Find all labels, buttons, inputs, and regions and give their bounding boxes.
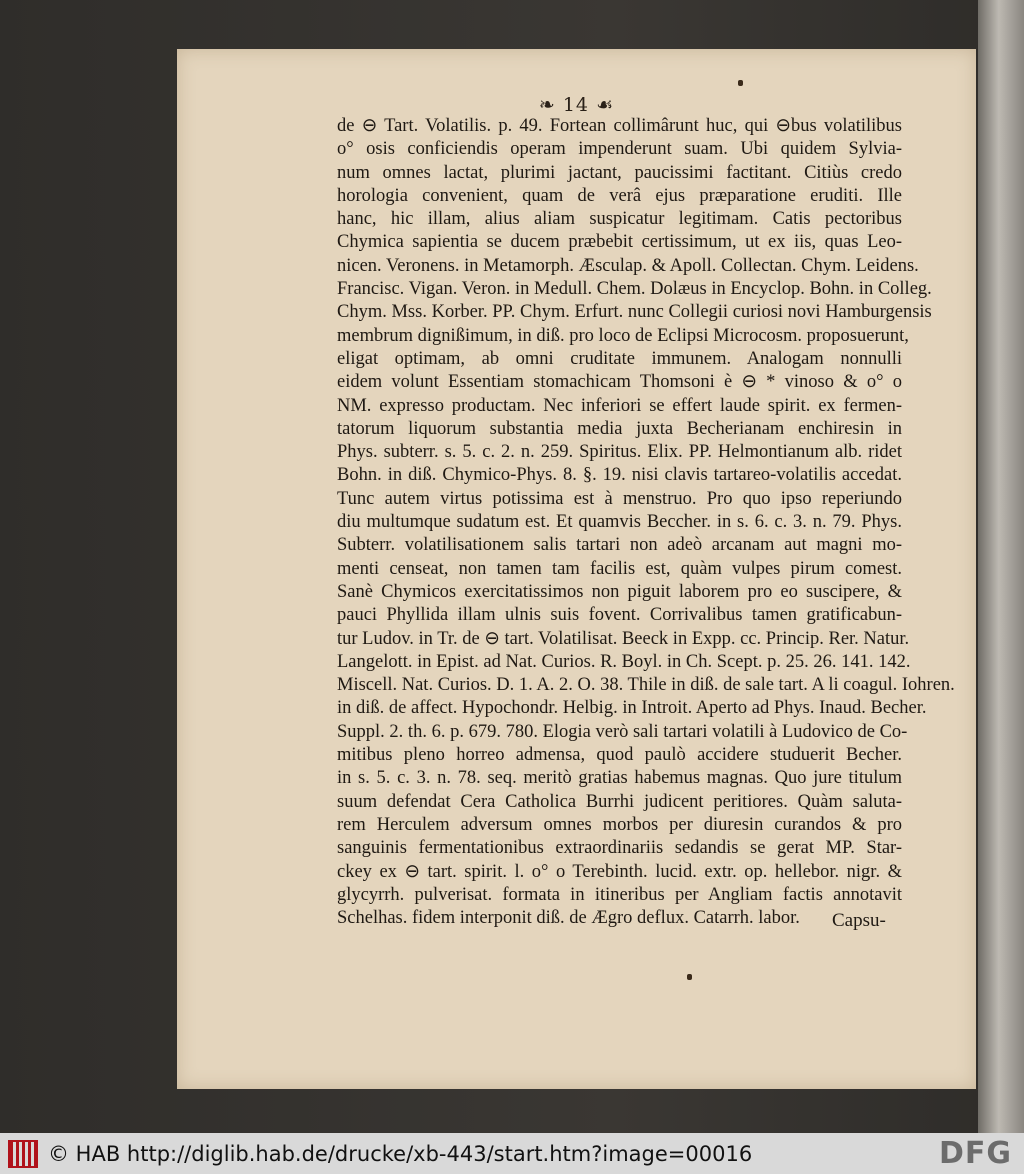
text-line: Francisc. Vigan. Veron. in Medull. Chem. Dolæus in Encyclop. Bohn. in Colleg. xyxy=(337,279,932,300)
text-line: Chymica sapientia se ducem præbebit certissimum, ut ex iis, quas Leo- xyxy=(337,232,902,253)
hab-barcode-icon xyxy=(8,1140,38,1168)
text-line: glycyrrh. pulverisat. formata in itineribus per Angliam factis annotavit xyxy=(337,884,902,905)
text-line: Schelhas. fidem interponit diß. de Ægro deflux. Catarrh. labor. xyxy=(337,908,800,929)
text-line: tatorum liquorum substantia media juxta Becherianam enchiresin in xyxy=(337,418,902,439)
page-number: ❧ 14 ☙ xyxy=(538,94,615,116)
text-line: num omnes lactat, plurimi jactant, paucissimi factitant. Citiùs credo xyxy=(337,162,902,183)
text-line: membrum dignißimum, in diß. pro loco de Eclipsi Microcosm. proposuerunt, xyxy=(337,325,909,346)
text-line: in diß. de affect. Hypochondr. Helbig. in Introit. Aperto ad Phys. Inaud. Becher. xyxy=(337,698,927,719)
text-line: Chym. Mss. Korber. PP. Chym. Erfurt. nunc Collegii curiosi novi Hamburgensis xyxy=(337,302,932,323)
text-line: o° osis conficiendis operam impenderunt suam. Ubi quidem Sylvia- xyxy=(337,139,902,160)
text-line: suum defendat Cera Catholica Burrhi judicent peritiores. Quàm saluta- xyxy=(337,791,902,812)
text-line: eligat optimam, ab omni cruditate immunem. Analogam nonnulli xyxy=(337,348,902,369)
text-line: Phys. subterr. s. 5. c. 2. n. 259. Spiritus. Elix. PP. Helmontianum alb. ridet xyxy=(337,442,902,463)
text-line: in s. 5. c. 3. n. 78. seq. meritò gratias habemus magnas. Quo jure titulum xyxy=(337,768,902,789)
text-line: nicen. Veronens. in Metamorph. Æsculap. & Apoll. Collectan. Chym. Leidens. xyxy=(337,255,919,276)
page-number-value: 14 xyxy=(562,94,590,116)
dfg-logo: DFG xyxy=(938,1136,1012,1171)
text-line: NM. expresso productam. Nec inferiori se effert laude spirit. ex fermen- xyxy=(337,395,902,416)
text-line: Subterr. volatilisationem salis tartari non adeò arcanam aut magni mo- xyxy=(337,535,902,556)
text-line: pauci Phyllida illam ulnis suis fovent. Corrivalibus tamen gratificabun- xyxy=(337,605,902,626)
ink-speck xyxy=(738,80,743,86)
ink-speck xyxy=(687,974,692,980)
book-page xyxy=(177,49,976,1089)
text-line: Miscell. Nat. Curios. D. 1. A. 2. O. 38. Thile in diß. de sale tart. A li coagul. Iohren. xyxy=(337,675,955,696)
text-line: rem Herculem adversum omnes morbos per diuresin curandos & pro xyxy=(337,814,902,835)
text-line: Sanè Chymicos exercitatissimos non piguit laborem pro eo suscipere, & xyxy=(337,581,902,602)
text-line: sanguinis fermentationibus extraordinariis sedandis se gerat MP. Star- xyxy=(337,838,902,859)
text-line: mitibus pleno horreo admensa, quod paulò accidere studuerit Becher. xyxy=(337,745,902,766)
catchword: Capsu- xyxy=(832,910,886,931)
page-text xyxy=(337,115,955,930)
adjacent-page-edge xyxy=(978,0,1024,1133)
text-line: horologia convenient, quam de verâ ejus præparatione eruditi. Ille xyxy=(337,185,902,206)
text-line: Bohn. in diß. Chymico-Phys. 8. §. 19. nisi clavis tartareo-volatilis accedat. xyxy=(337,465,902,486)
footer-bar xyxy=(0,1133,1024,1174)
copyright-link[interactable]: © HAB http://diglib.hab.de/drucke/xb-443/start.htm?image=00016 xyxy=(48,1141,753,1166)
text-line: tur Ludov. in Tr. de ⊖ tart. Volatilisat. Beeck in Expp. cc. Princip. Rer. Natur. xyxy=(337,628,910,649)
text-line: hanc, hic illam, alius aliam suspicatur legitimam. Catis pectoribus xyxy=(337,209,902,230)
text-line: menti censeat, non tamen tam facilis est, quàm vulpes pirum comest. xyxy=(337,558,902,579)
text-line: Tunc autem virtus potissima est à menstruo. Pro quo ipso reperiundo xyxy=(337,488,902,509)
text-line: eidem volunt Essentiam stomachicam Thomsoni è ⊖ * vinoso & o° o xyxy=(337,372,902,393)
text-line: Langelott. in Epist. ad Nat. Curios. R. Boyl. in Ch. Scept. p. 25. 26. 141. 142. xyxy=(337,651,911,672)
text-line: ckey ex ⊖ tart. spirit. l. o° o Terebinth. lucid. extr. op. hellebor. nigr. & xyxy=(337,861,902,882)
text-line: de ⊖ Tart. Volatilis. p. 49. Fortean collimârunt huc, qui ⊖bus volatilibus xyxy=(337,116,902,136)
text-line: diu multumque sudatum est. Et quamvis Beccher. in s. 6. c. 3. n. 79. Phys. xyxy=(337,512,902,533)
text-line: Suppl. 2. th. 6. p. 679. 780. Elogia verò sali tartari volatili à Ludovico de Co- xyxy=(337,721,908,742)
